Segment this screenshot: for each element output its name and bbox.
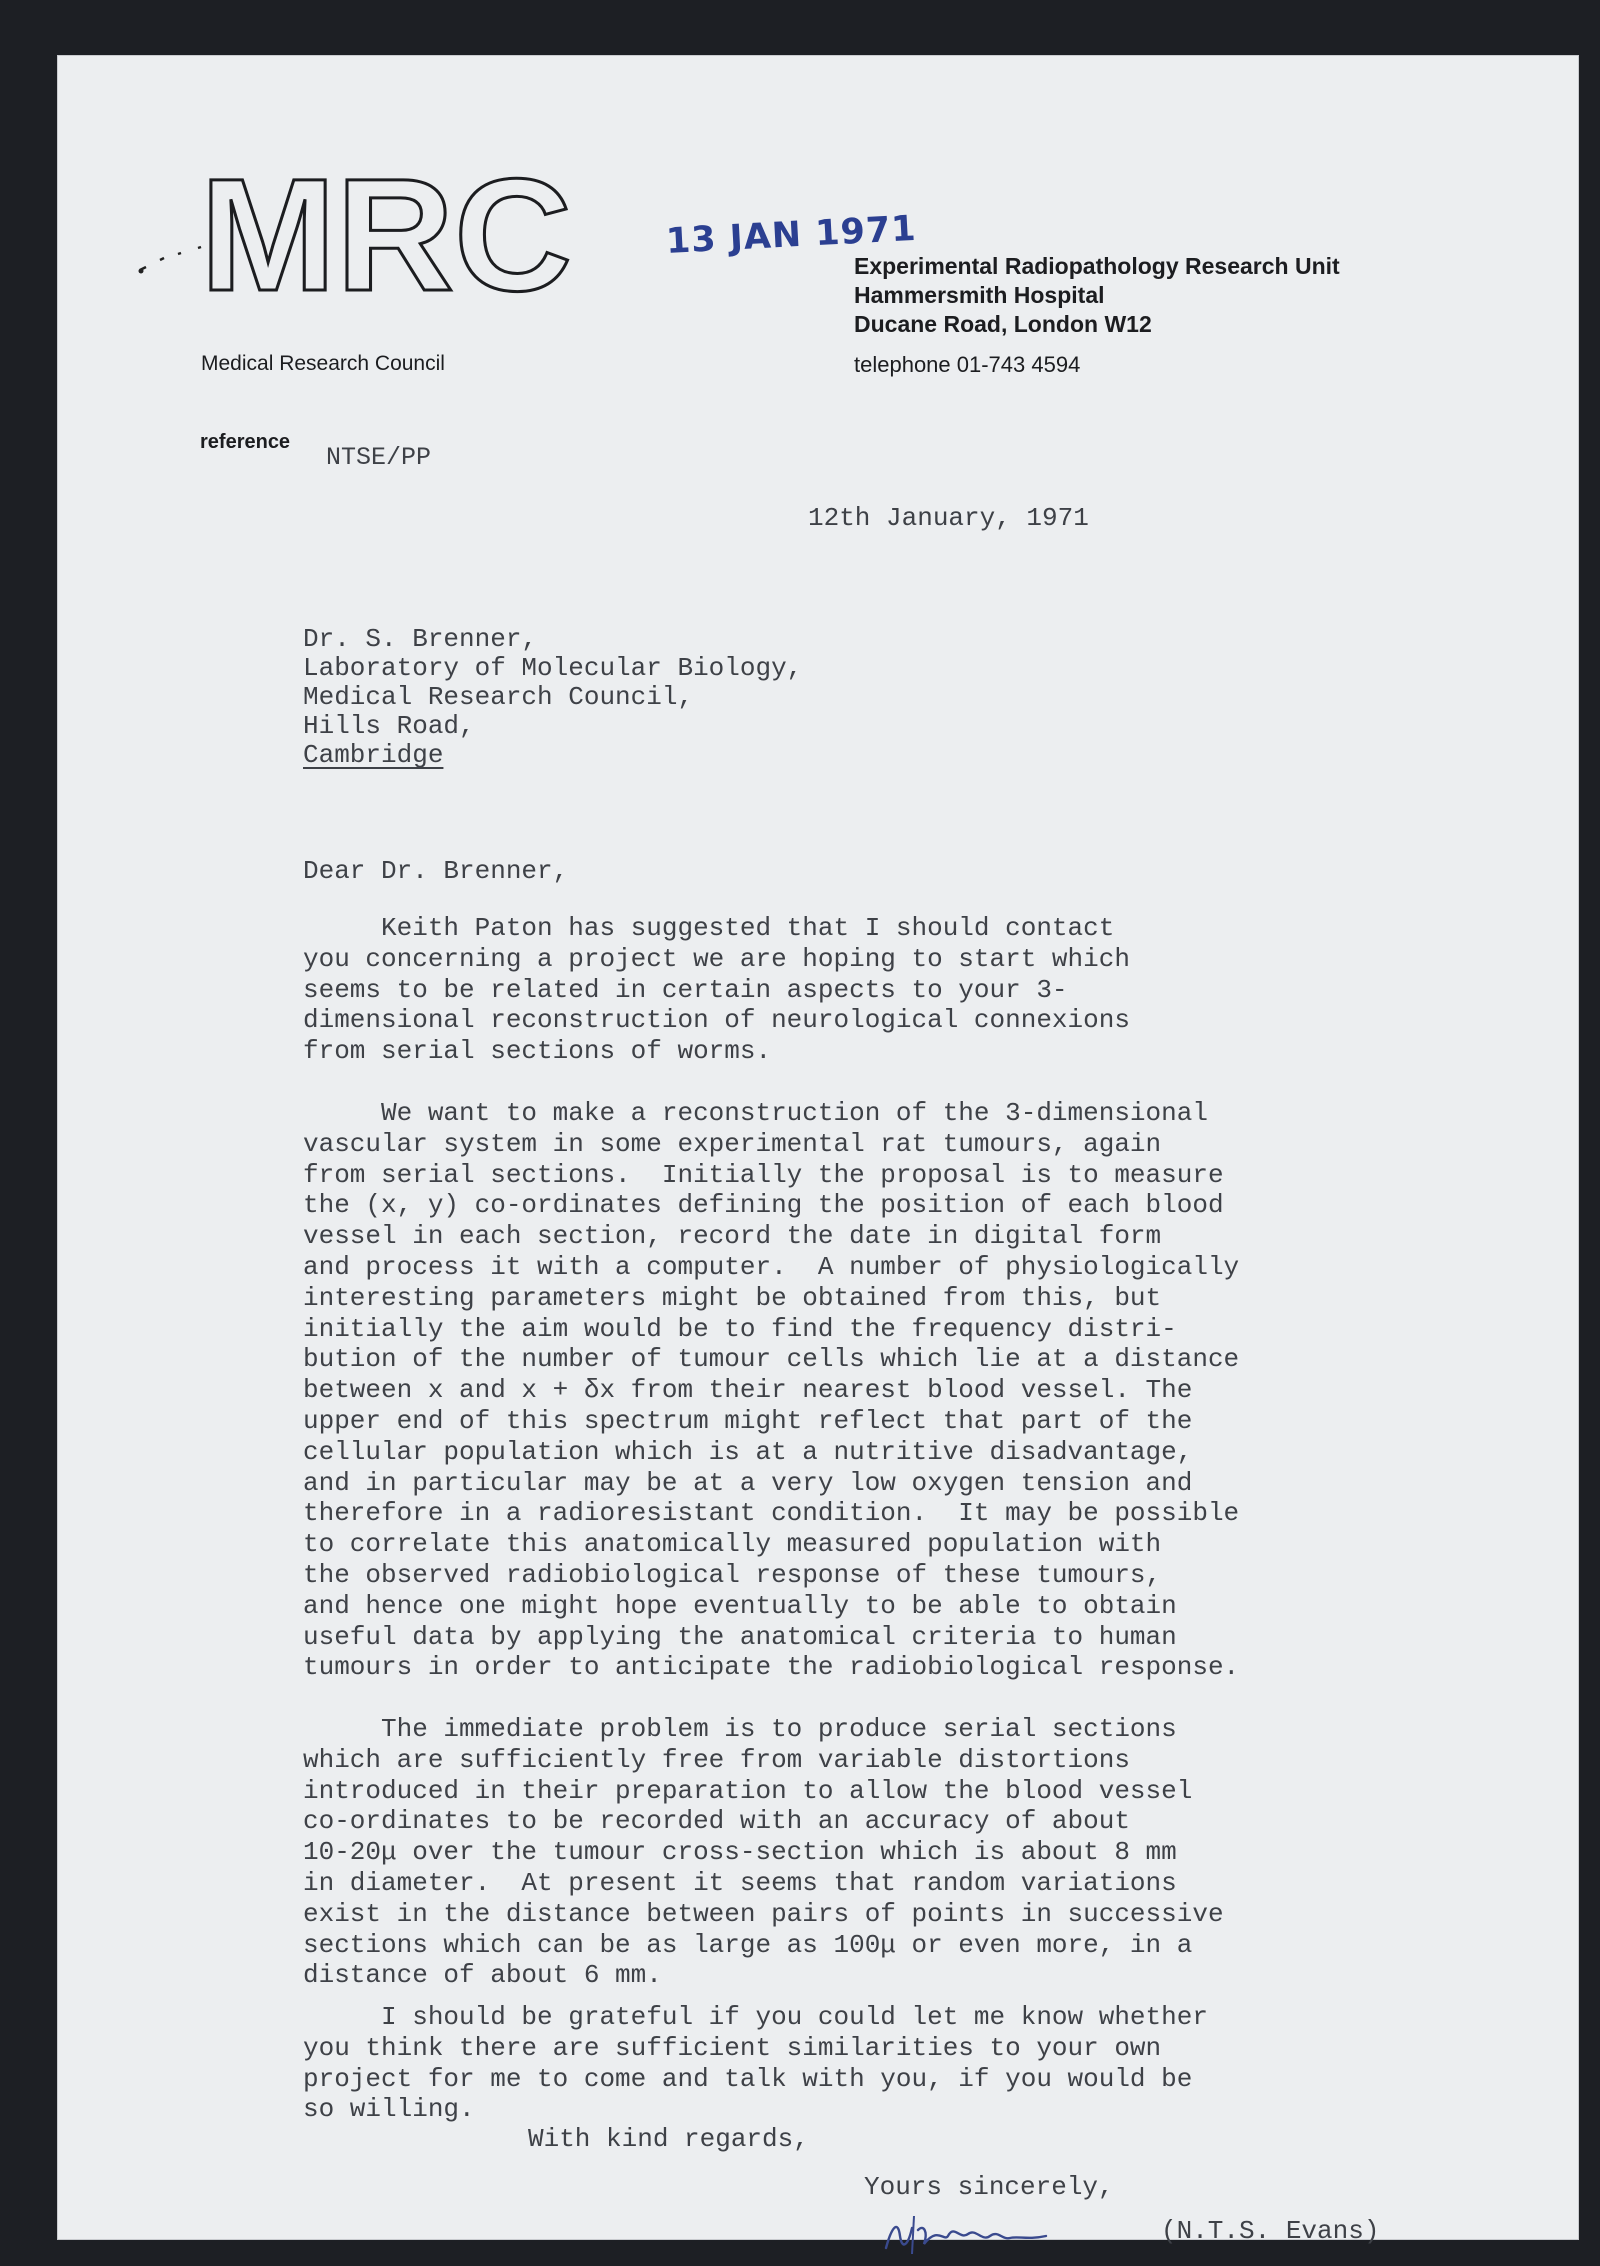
salutation: Dear Dr. Brenner, — [303, 856, 569, 886]
closing-regards: With kind regards, — [528, 2124, 809, 2154]
paragraph-2 — [303, 1098, 1239, 1683]
text-line: tumours in order to anticipate the radiobiological response. — [303, 1652, 1240, 1683]
text-line: to correlate this anatomically measured population with — [303, 1529, 1162, 1560]
text-line: and in particular may be at a very low oxygen tension and — [303, 1467, 1193, 1498]
text-line: the observed radiobiological response of these tumours, — [303, 1559, 1162, 1590]
text-line: The immediate problem is to produce serial sections — [303, 1714, 1177, 1744]
text-line: and process it with a computer. A number of physiologically — [303, 1251, 1240, 1282]
text-line: therefore in a radioresistant condition. It may be possible — [303, 1498, 1240, 1529]
text-line: I should be grateful if you could let me know whether — [303, 2002, 1208, 2032]
handwritten-signature — [878, 2206, 1078, 2266]
text-line: Keith Paton has suggested that I should contact — [303, 913, 1115, 943]
text-line: seems to be related in certain aspects to your 3- — [303, 974, 1068, 1005]
paragraph-3 — [303, 1714, 1224, 1991]
text-line: cellular population which is at a nutritive disadvantage, — [303, 1436, 1193, 1467]
address-line: Hammersmith Hospital — [854, 282, 1105, 308]
text-line: from serial sections. Initially the proposal is to measure — [303, 1159, 1224, 1190]
recipient-line: Hills Road, — [303, 711, 475, 741]
text-line: project for me to come and talk with you, if you would be — [303, 2063, 1193, 2094]
mrc-logo — [200, 158, 580, 338]
recipient-city: Cambridge — [303, 740, 444, 770]
text-line: introduced in their preparation to allow the blood vessel — [303, 1775, 1193, 1806]
text-line: We want to make a reconstruction of the 3-dimensional — [303, 1098, 1208, 1128]
received-date-stamp: 13 JAN 1971 — [664, 208, 918, 262]
text-line: vessel in each section, record the date in digital form — [303, 1221, 1162, 1252]
text-line: the (x, y) co-ordinates defining the position of each blood — [303, 1190, 1224, 1221]
reference-value: NTSE/PP — [326, 443, 432, 472]
paragraph-4 — [303, 2002, 1208, 2125]
svg-text:MRC: MRC — [200, 158, 572, 324]
text-line: between x and x + δx from their nearest blood vessel. The — [303, 1375, 1193, 1406]
text-line: which are sufficiently free from variable distortions — [303, 1744, 1130, 1775]
signer-name: (N.T.S. Evans) — [1161, 2216, 1380, 2246]
text-line: you think there are sufficient similarities to your own — [303, 2032, 1162, 2063]
text-line: 10-20μ over the tumour cross-section which is about 8 mm — [303, 1837, 1177, 1868]
recipient-line: Laboratory of Molecular Biology, — [303, 653, 803, 683]
text-line: in diameter. At present it seems that random variations — [303, 1867, 1177, 1898]
telephone: telephone 01-743 4594 — [854, 352, 1081, 377]
letter-page — [58, 56, 1578, 2246]
text-line: so willing. — [303, 2094, 475, 2125]
text-line: sections which can be as large as 100μ or even more, in a — [303, 1929, 1193, 1960]
text-line: vascular system in some experimental rat tumours, again — [303, 1128, 1162, 1159]
address-line: Ducane Road, London W12 — [854, 311, 1152, 337]
sign-off: Yours sincerely, — [864, 2172, 1114, 2202]
reference-label: reference — [200, 431, 291, 453]
text-line: distance of about 6 mm. — [303, 1960, 662, 1991]
recipient-line: Medical Research Council, — [303, 682, 694, 712]
recipient-address — [303, 625, 802, 770]
text-line: exist in the distance between pairs of points in successive — [303, 1898, 1224, 1929]
text-line: interesting parameters might be obtained from this, but — [303, 1282, 1162, 1313]
text-line: you concerning a project we are hoping to start which — [303, 943, 1130, 974]
text-line: dimensional reconstruction of neurological connexions — [303, 1005, 1130, 1036]
text-line: co-ordinates to be recorded with an accuracy of about — [303, 1806, 1130, 1837]
text-line: bution of the number of tumour cells which lie at a distance — [303, 1344, 1240, 1375]
address-line: Experimental Radiopathology Research Unit — [854, 253, 1340, 279]
text-line: and hence one might hope eventually to be able to obtain — [303, 1590, 1177, 1621]
text-line: upper end of this spectrum might reflect that part of the — [303, 1405, 1193, 1436]
recipient-line: Dr. S. Brenner, — [303, 624, 538, 654]
text-line: useful data by applying the anatomical criteria to human — [303, 1621, 1177, 1652]
paragraph-1 — [303, 913, 1130, 1067]
text-line: from serial sections of worms. — [303, 1036, 772, 1067]
letter-date: 12th January, 1971 — [808, 503, 1089, 533]
text-line: initially the aim would be to find the frequency distri- — [303, 1313, 1177, 1344]
unit-address — [854, 252, 1340, 339]
logo-subtitle: Medical Research Council — [201, 352, 445, 375]
